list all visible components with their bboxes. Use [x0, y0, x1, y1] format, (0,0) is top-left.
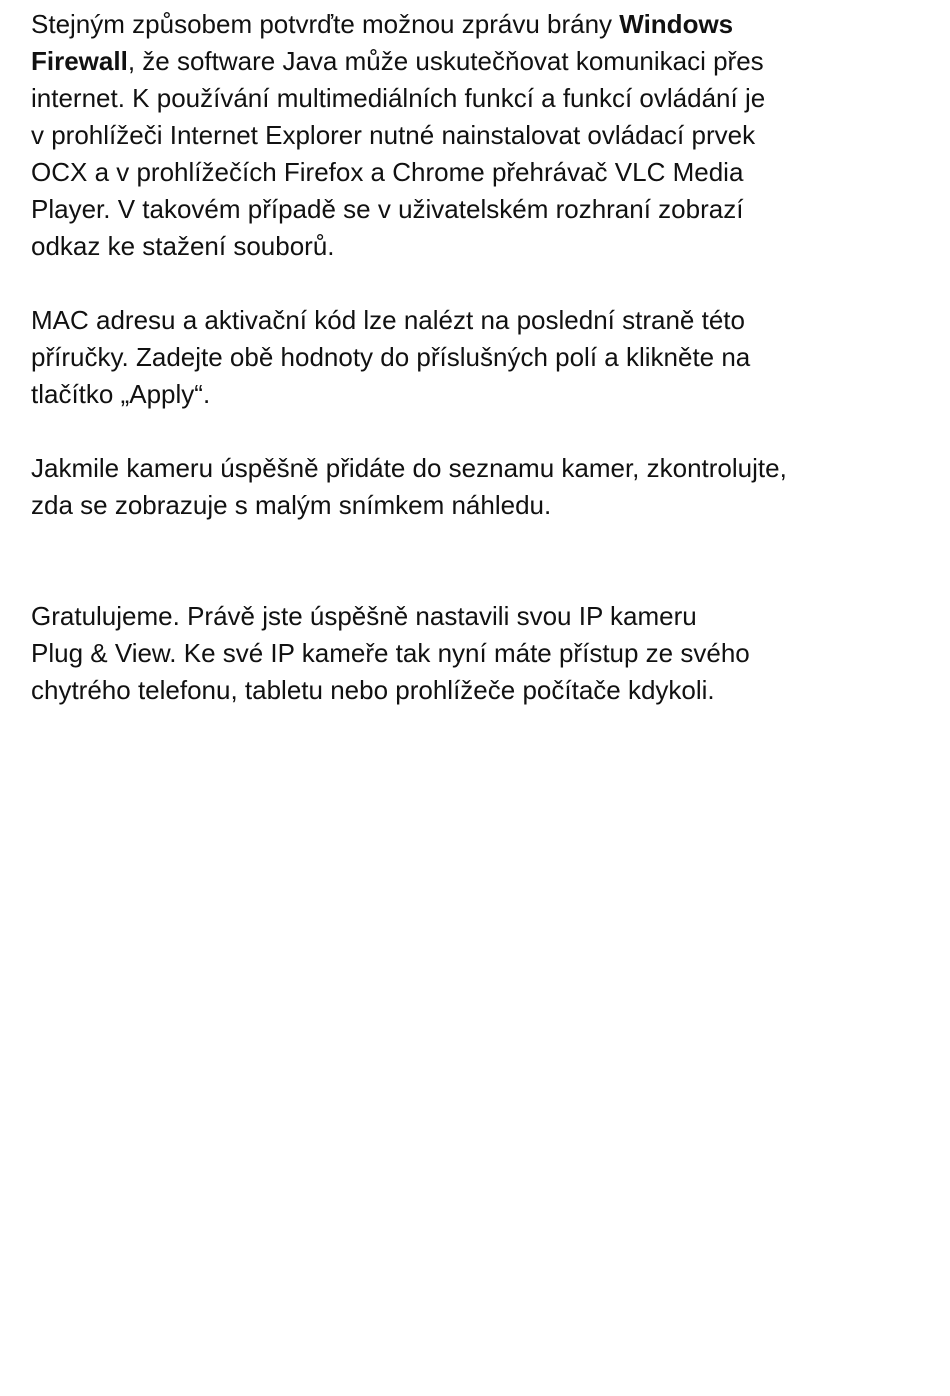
text-line: příručky. Zadejte obě hodnoty do příslušných polí a klikněte na — [31, 342, 751, 372]
text-line: odkaz ke stažení souborů. — [31, 231, 335, 261]
text-line — [31, 43, 936, 80]
paragraph-spacer — [31, 413, 936, 450]
text-line: Plug & View. Ke své IP kameře tak nyní máte přístup ze svého — [31, 638, 750, 668]
text-line-part: Stejným způsobem potvrďte možnou zprávu brány — [31, 9, 620, 39]
document-page — [31, 6, 936, 709]
text-line: OCX a v prohlížečích Firefox a Chrome přehrávač VLC Media — [31, 157, 744, 187]
paragraph-spacer — [31, 524, 936, 598]
paragraph-spacer — [31, 265, 936, 302]
text-line: MAC adresu a aktivační kód lze nalézt na poslední straně této — [31, 305, 745, 335]
text-line: internet. K používání multimediálních funkcí a funkcí ovládání je — [31, 83, 766, 113]
bold-term-windows: Windows — [619, 9, 734, 39]
paragraph-mac-activation — [31, 302, 936, 413]
text-line: v prohlížeči Internet Explorer nutné nainstalovat ovládací prvek — [31, 120, 756, 150]
paragraph-firewall-java — [31, 6, 936, 265]
text-line-part: , že software Java může uskutečňovat komunikaci přes — [127, 46, 764, 76]
bold-term-firewall: Firewall — [31, 46, 128, 76]
paragraph-camera-list — [31, 450, 936, 524]
text-line: tlačítko „Apply“. — [31, 379, 211, 409]
text-line: Player. V takovém případě se v uživatelském rozhraní zobrazí — [31, 194, 744, 224]
text-line: zda se zobrazuje s malým snímkem náhledu. — [31, 490, 552, 520]
text-line: chytrého telefonu, tabletu nebo prohlížeče počítače kdykoli. — [31, 675, 715, 705]
text-line — [31, 6, 936, 43]
paragraph-congratulations — [31, 598, 936, 709]
text-line: Gratulujeme. Právě jste úspěšně nastavili svou IP kameru — [31, 601, 697, 631]
text-line: Jakmile kameru úspěšně přidáte do seznamu kamer, zkontrolujte, — [31, 453, 787, 483]
